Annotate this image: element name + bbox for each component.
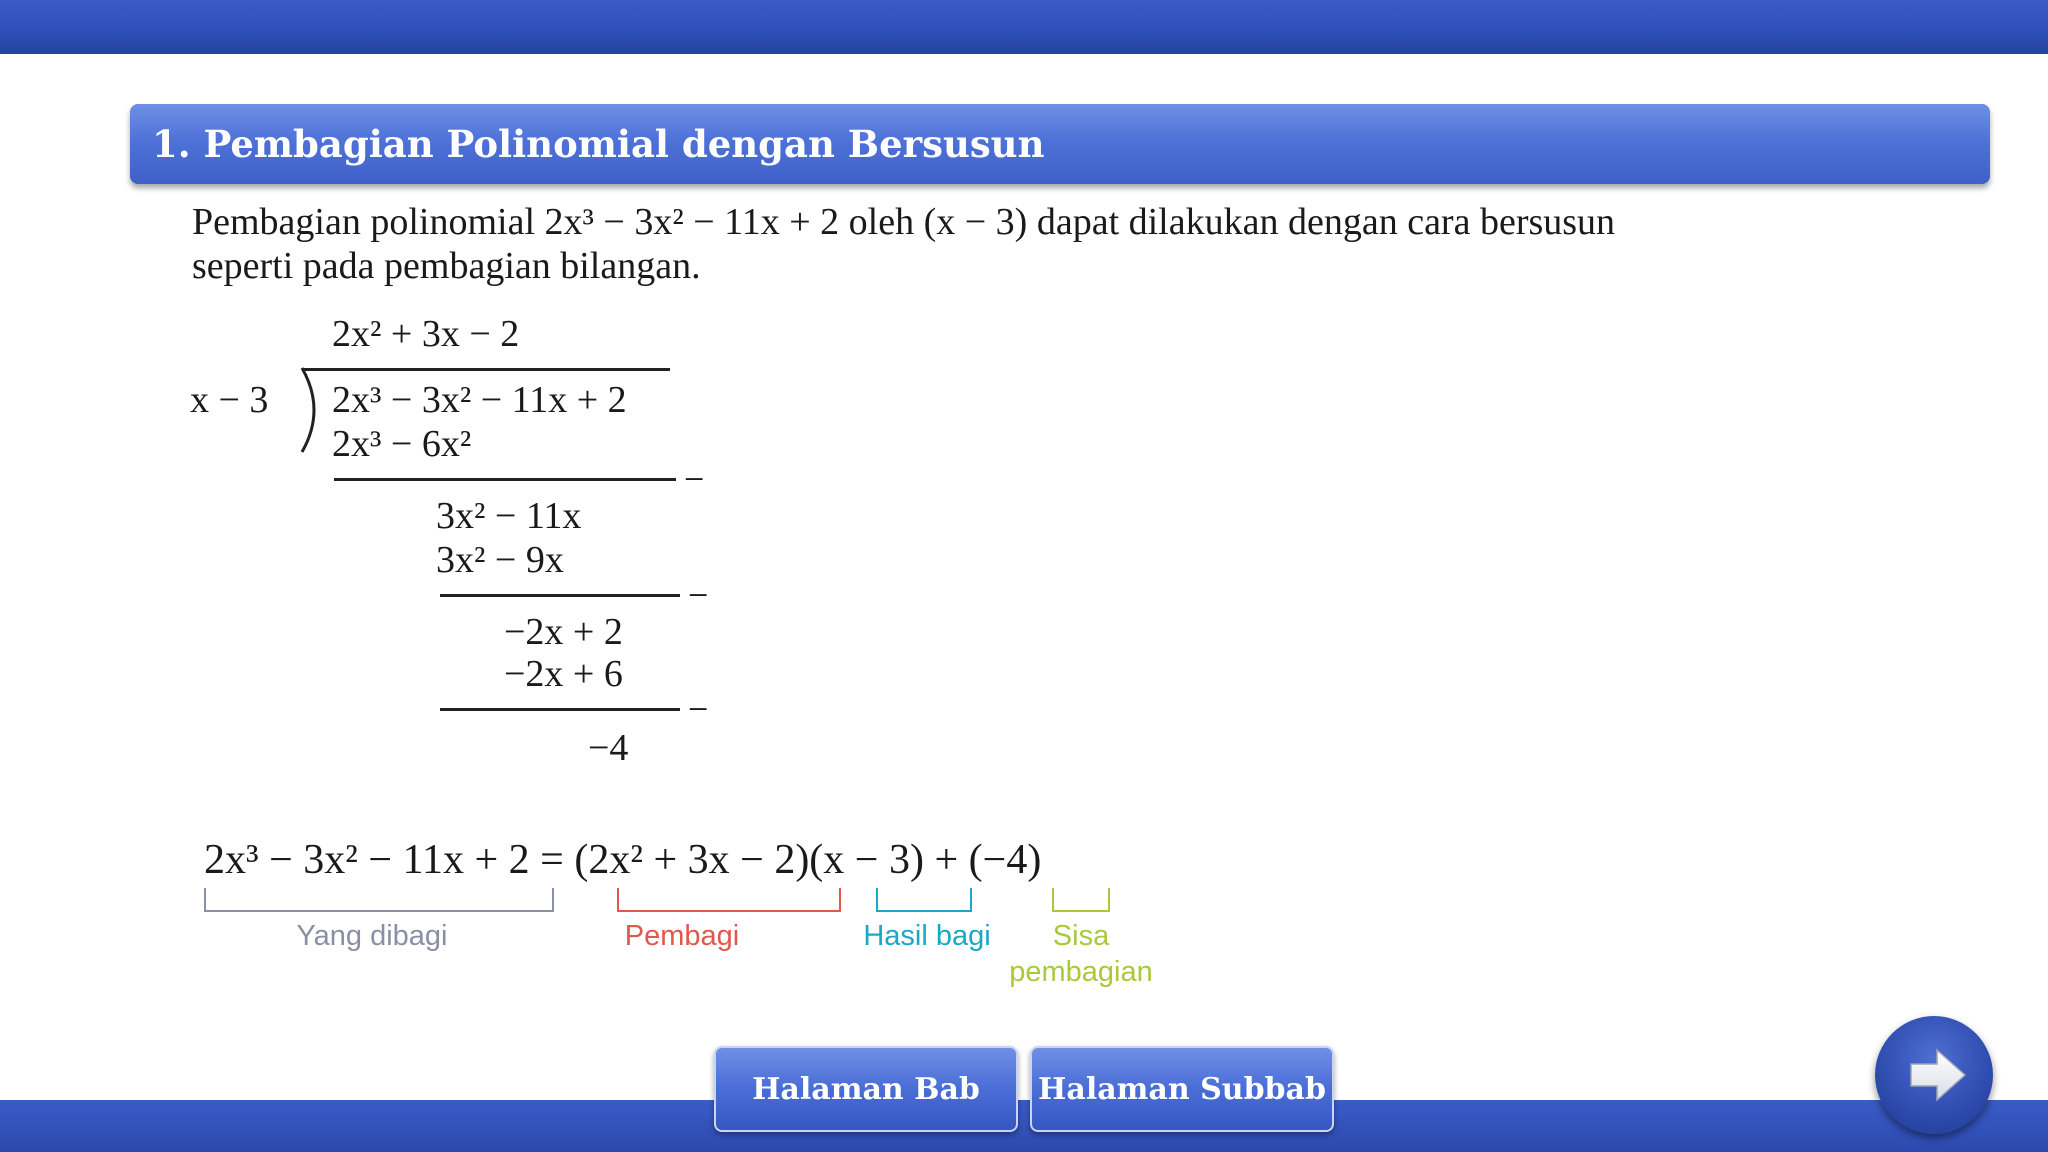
section-title: 1. Pembagian Polinomial dengan Bersusun bbox=[152, 122, 1045, 166]
arrow-right-icon bbox=[1875, 1016, 1993, 1134]
next-button[interactable] bbox=[1875, 1016, 1993, 1134]
subtract-step-1: 2x³ − 6x² bbox=[332, 423, 472, 465]
label-remainder-line-2: pembagian bbox=[1009, 956, 1153, 988]
halaman-bab-button[interactable]: Halaman Bab bbox=[714, 1046, 1018, 1132]
rule-1 bbox=[334, 478, 676, 481]
minus-sign-3: − bbox=[688, 689, 709, 729]
intro-line-1: Pembagian polinomial 2x³ − 3x² − 11x + 2 oleh (x − 3) dapat dilakukan dengan cara bersusun bbox=[192, 201, 1616, 243]
label-divisor: Pembagi bbox=[624, 920, 740, 952]
label-remainder-line-1: Sisa bbox=[1052, 920, 1110, 952]
division-bar bbox=[302, 368, 670, 371]
result-equation: 2x³ − 3x² − 11x + 2 = (2x² + 3x − 2)(x − 3) + (−4) bbox=[204, 837, 1042, 883]
top-banner bbox=[0, 0, 2048, 54]
bottom-banner bbox=[0, 1100, 2048, 1152]
label-dividend: Yang dibagi bbox=[296, 920, 448, 952]
subtract-step-3: −2x + 6 bbox=[504, 653, 623, 695]
minus-sign-2: − bbox=[688, 575, 709, 615]
dividend: 2x³ − 3x² − 11x + 2 bbox=[332, 379, 627, 421]
label-quotient: Hasil bagi bbox=[863, 920, 991, 952]
minus-sign-1: − bbox=[684, 459, 705, 499]
remainder-step-1: 3x² − 11x bbox=[436, 495, 582, 537]
intro-paragraph bbox=[192, 200, 1892, 288]
intro-line-2: seperti pada pembagian bilangan. bbox=[192, 245, 701, 287]
final-remainder: −4 bbox=[588, 727, 629, 769]
section-title-bar bbox=[130, 104, 1990, 184]
label-remainder bbox=[994, 918, 1168, 990]
rule-2 bbox=[440, 594, 680, 597]
subtract-step-2: 3x² − 9x bbox=[436, 539, 564, 581]
bracket-divisor bbox=[617, 888, 841, 912]
bracket-dividend bbox=[204, 888, 554, 912]
remainder-step-2: −2x + 2 bbox=[504, 611, 623, 653]
halaman-subbab-button[interactable]: Halaman Subbab bbox=[1030, 1046, 1334, 1132]
bracket-quotient bbox=[876, 888, 972, 912]
rule-3 bbox=[440, 708, 680, 711]
quotient: 2x² + 3x − 2 bbox=[332, 313, 520, 355]
bracket-remainder bbox=[1052, 888, 1110, 912]
divisor: x − 3 bbox=[190, 379, 269, 421]
division-bracket bbox=[296, 366, 326, 454]
